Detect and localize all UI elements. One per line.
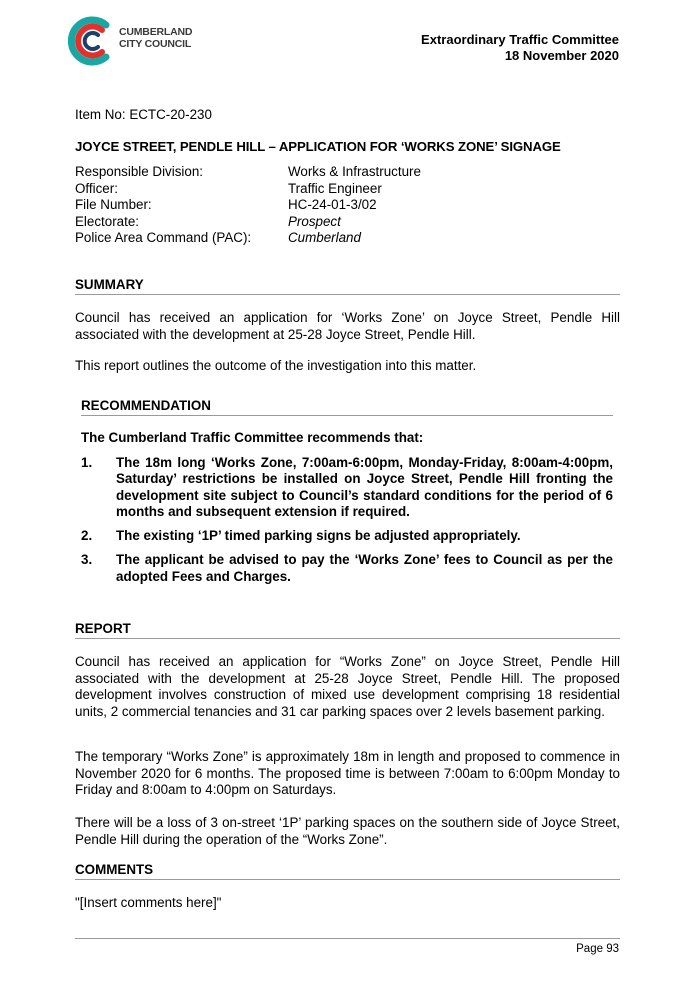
logo-line-1: CUMBERLAND (119, 26, 193, 38)
meta-label: File Number: (75, 197, 152, 212)
meta-label: Responsible Division: (75, 164, 204, 179)
footer-divider (75, 938, 620, 939)
meta-row-division (75, 164, 555, 181)
summary-heading: SUMMARY (75, 277, 620, 295)
meta-label: Electorate: (75, 213, 140, 229)
report-metadata (75, 164, 555, 247)
comments-text: "[Insert comments here]" (75, 895, 222, 910)
meeting-date: 18 November 2020 (504, 48, 619, 63)
council-logo-mark (66, 13, 118, 69)
council-logo (66, 13, 206, 69)
report-title: JOYCE STREET, PENDLE HILL – APPLICATION FOR ‘WORKS ZONE’ SIGNAGE (75, 139, 561, 154)
summary-paragraph-2: This report outlines the outcome of the investigation into this matter. (75, 358, 477, 373)
meta-row-electorate (75, 214, 555, 231)
report-paragraph-3: There will be a loss of 3 on-street ‘1P’ parking spaces on the southern side of Joyce Street, Pendle Hill during the operation of the “Works Zone”. (75, 815, 620, 847)
committee-name: Extraordinary Traffic Committee (421, 32, 619, 47)
page-number: Page 93 (576, 943, 619, 955)
recommendation-heading: RECOMMENDATION (81, 398, 613, 416)
comments-heading: COMMENTS (75, 862, 620, 880)
meta-label: Police Area Command (PAC): (75, 230, 252, 245)
recommendation-number: 3. (81, 552, 93, 568)
report-paragraph-1: Council has received an application for “Works Zone” on Joyce Street, Pendle Hill associated with the development at 25-28 Joyce Street, Pendle Hill. The proposed development involves construction of mixed use development comprising 18 residential units, 2 commercial tenancies and 31 car parking spaces over 2 levels basement parking. (75, 654, 620, 719)
recommendation-intro: The Cumberland Traffic Committee recommends that: (81, 430, 424, 445)
item-number: Item No: ECTC-20-230 (75, 107, 212, 122)
header-right (421, 32, 619, 64)
meta-value: Cumberland (288, 230, 361, 245)
recommendation-item (81, 528, 613, 544)
recommendation-text: The applicant be advised to pay the ‘Works Zone’ fees to Council as per the adopted Fees and Charges. (116, 552, 613, 584)
meta-value: Prospect (288, 213, 341, 229)
recommendation-text: The existing ‘1P’ timed parking signs be adjusted appropriately. (116, 528, 521, 544)
report-paragraph-2: The temporary “Works Zone” is approximately 18m in length and proposed to commence in November 2020 for 6 months. The proposed time is between 7:00am to 6:00pm Monday to Friday and 8:00am to 4:00pm on Saturdays. (75, 749, 620, 797)
recommendation-text: The 18m long ‘Works Zone, 7:00am-6:00pm, Monday-Friday, 8:00am-4:00pm, Saturday’ restrictions be installed on Joyce Street, Pendle Hill fronting the development site subject to Council’s standard conditions for the period of 6 months and subsequent extension if required. (116, 455, 613, 519)
recommendation-section (81, 398, 613, 593)
recommendation-item (81, 552, 613, 585)
recommendation-number: 1. (81, 455, 93, 470)
meta-row-pac (75, 230, 555, 247)
report-heading: REPORT (75, 621, 620, 639)
recommendation-number: 2. (81, 528, 93, 544)
council-logo-text (119, 27, 192, 50)
meta-value: Works & Infrastructure (288, 164, 421, 179)
recommendation-list (81, 455, 613, 585)
meta-value: Traffic Engineer (288, 180, 382, 196)
meta-row-officer (75, 181, 555, 198)
recommendation-item (81, 455, 613, 520)
meta-row-file-number (75, 197, 555, 214)
meta-value: HC-24-01-3/02 (288, 197, 377, 212)
meta-label: Officer: (75, 180, 118, 196)
logo-line-2: CITY COUNCIL (119, 37, 192, 50)
summary-paragraph-1: Council has received an application for ‘Works Zone’ on Joyce Street, Pendle Hill associated with the development at 25-28 Joyce Street, Pendle Hill. (75, 310, 620, 342)
